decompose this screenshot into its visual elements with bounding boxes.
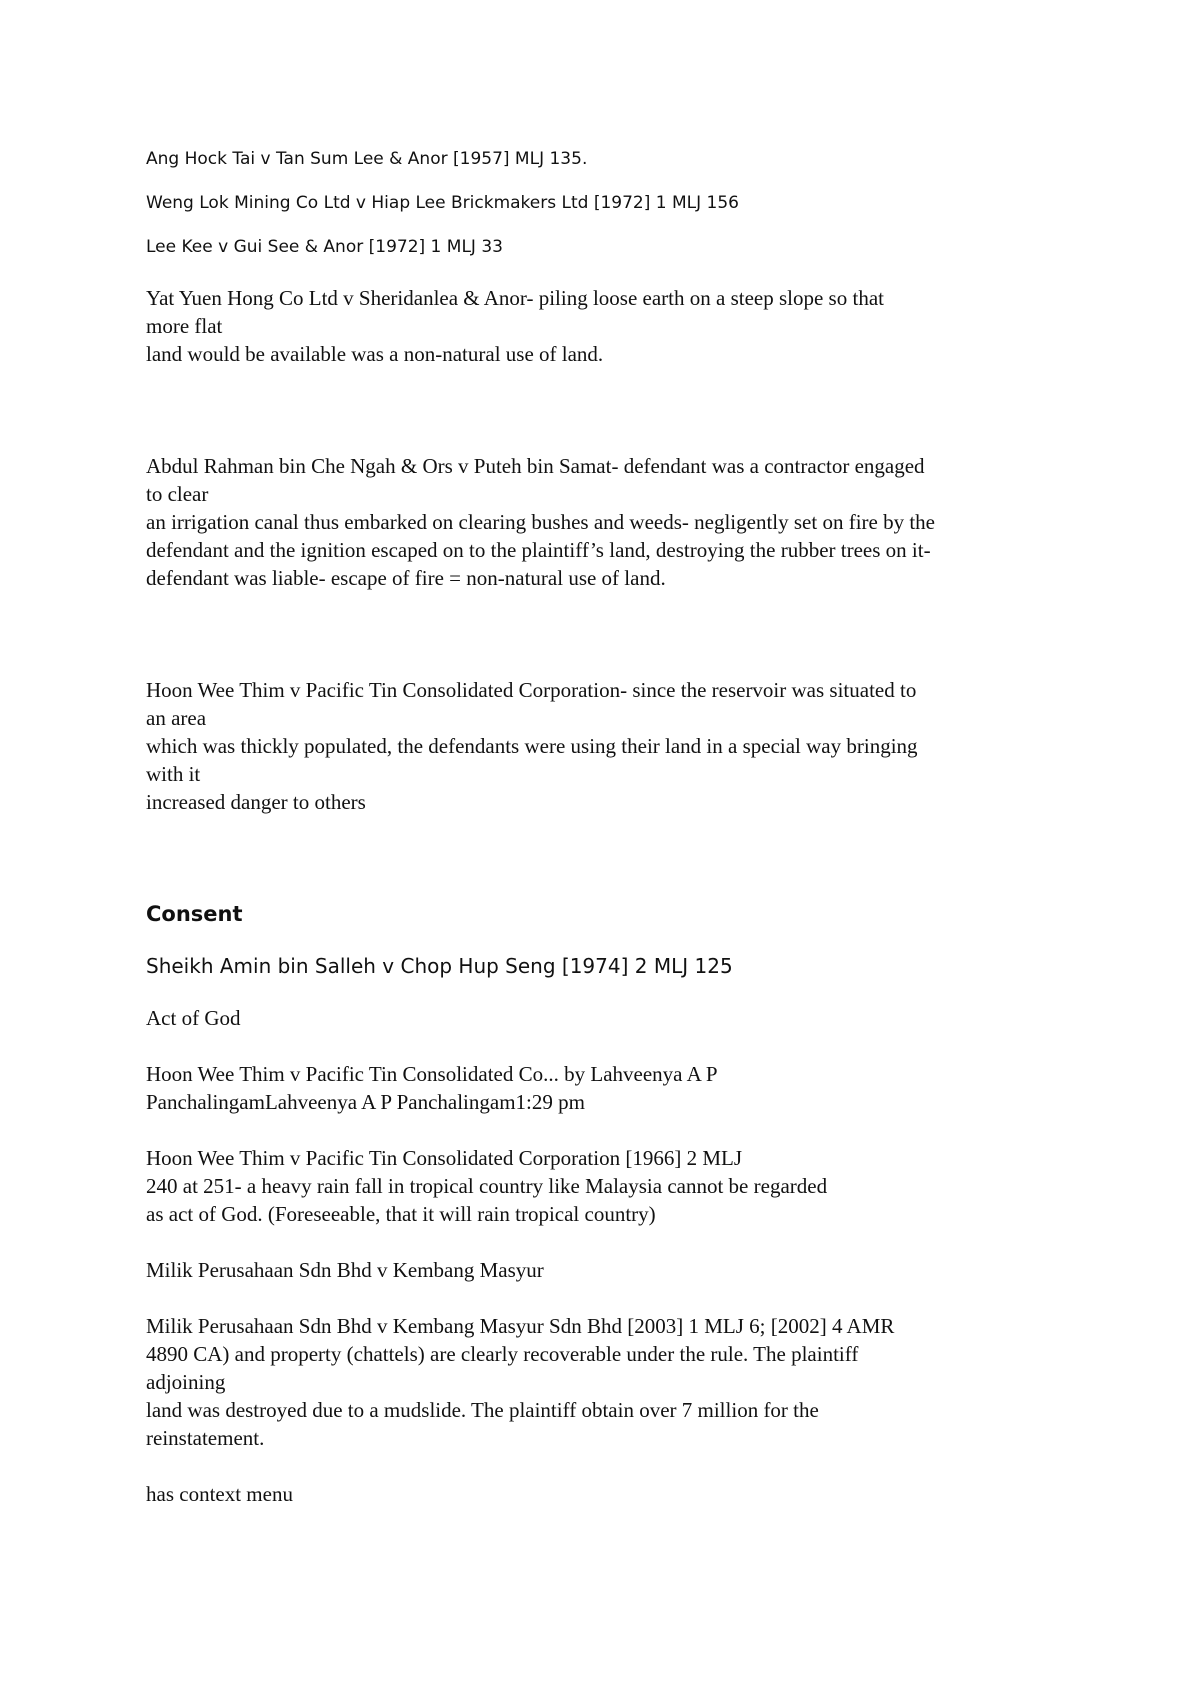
citation-weng-lok: Weng Lok Mining Co Ltd v Hiap Lee Brickmakers Ltd [1972] 1 MLJ 156 <box>146 193 739 213</box>
text-line: adjoining <box>146 1370 226 1394</box>
section-heading-consent: Consent <box>146 902 243 926</box>
paragraph-hoon-wee-thim-1966 <box>146 1144 1076 1228</box>
text-line: 240 at 251- a heavy rain fall in tropical country like Malaysia cannot be regarded <box>146 1174 828 1198</box>
text-line: 4890 CA) and property (chattels) are clearly recoverable under the rule. The plaintiff <box>146 1342 859 1366</box>
paragraph-hoon-wee-thim <box>146 676 1076 816</box>
text-line: which was thickly populated, the defendants were using their land in a special way bringing <box>146 734 918 758</box>
paragraph-abdul-rahman <box>146 452 1076 592</box>
comment-annotation <box>146 1060 1076 1116</box>
paragraph-milik-short: Milik Perusahaan Sdn Bhd v Kembang Masyur <box>146 1258 544 1282</box>
text-line: Hoon Wee Thim v Pacific Tin Consolidated Corporation- since the reservoir was situated to <box>146 678 917 702</box>
text-line: reinstatement. <box>146 1426 265 1450</box>
text-line: Abdul Rahman bin Che Ngah & Ors v Puteh bin Samat- defendant was a contractor engaged <box>146 454 925 478</box>
context-menu-note: has context menu <box>146 1482 293 1506</box>
text-line: as act of God. (Foreseeable, that it will rain tropical country) <box>146 1202 656 1226</box>
text-line: Hoon Wee Thim v Pacific Tin Consolidated Corporation [1966] 2 MLJ <box>146 1146 742 1170</box>
text-line: more flat <box>146 314 223 338</box>
text-line: an area <box>146 706 207 730</box>
citation-ang-hock-tai: Ang Hock Tai v Tan Sum Lee & Anor [1957] MLJ 135. <box>146 149 588 169</box>
text-line: land would be available was a non-natural use of land. <box>146 342 604 366</box>
paragraph-milik-full <box>146 1312 1076 1452</box>
paragraph-sheikh-amin: Sheikh Amin bin Salleh v Chop Hup Seng [1974] 2 MLJ 125 <box>146 954 733 978</box>
text-line: land was destroyed due to a mudslide. The plaintiff obtain over 7 million for the <box>146 1398 819 1422</box>
text-line: Milik Perusahaan Sdn Bhd v Kembang Masyur Sdn Bhd [2003] 1 MLJ 6; [2002] 4 AMR <box>146 1314 895 1338</box>
citation-lee-kee: Lee Kee v Gui See & Anor [1972] 1 MLJ 33 <box>146 237 503 257</box>
text-line: with it <box>146 762 201 786</box>
text-line: Yat Yuen Hong Co Ltd v Sheridanlea & Anor- piling loose earth on a steep slope so that <box>146 286 884 310</box>
text-line: Hoon Wee Thim v Pacific Tin Consolidated Co... by Lahveenya A P <box>146 1062 718 1086</box>
section-heading-act-of-god: Act of God <box>146 1006 241 1030</box>
text-line: an irrigation canal thus embarked on clearing bushes and weeds- negligently set on fire by the <box>146 510 935 534</box>
text-line: defendant and the ignition escaped on to the plaintiff’s land, destroying the rubber trees on it- <box>146 538 931 562</box>
text-line: PanchalingamLahveenya A P Panchalingam1:29 pm <box>146 1090 585 1114</box>
text-line: to clear <box>146 482 209 506</box>
text-line: increased danger to others <box>146 790 366 814</box>
paragraph-yat-yuen <box>146 284 1076 368</box>
text-line: defendant was liable- escape of fire = non-natural use of land. <box>146 566 666 590</box>
document-body <box>146 148 1076 1508</box>
